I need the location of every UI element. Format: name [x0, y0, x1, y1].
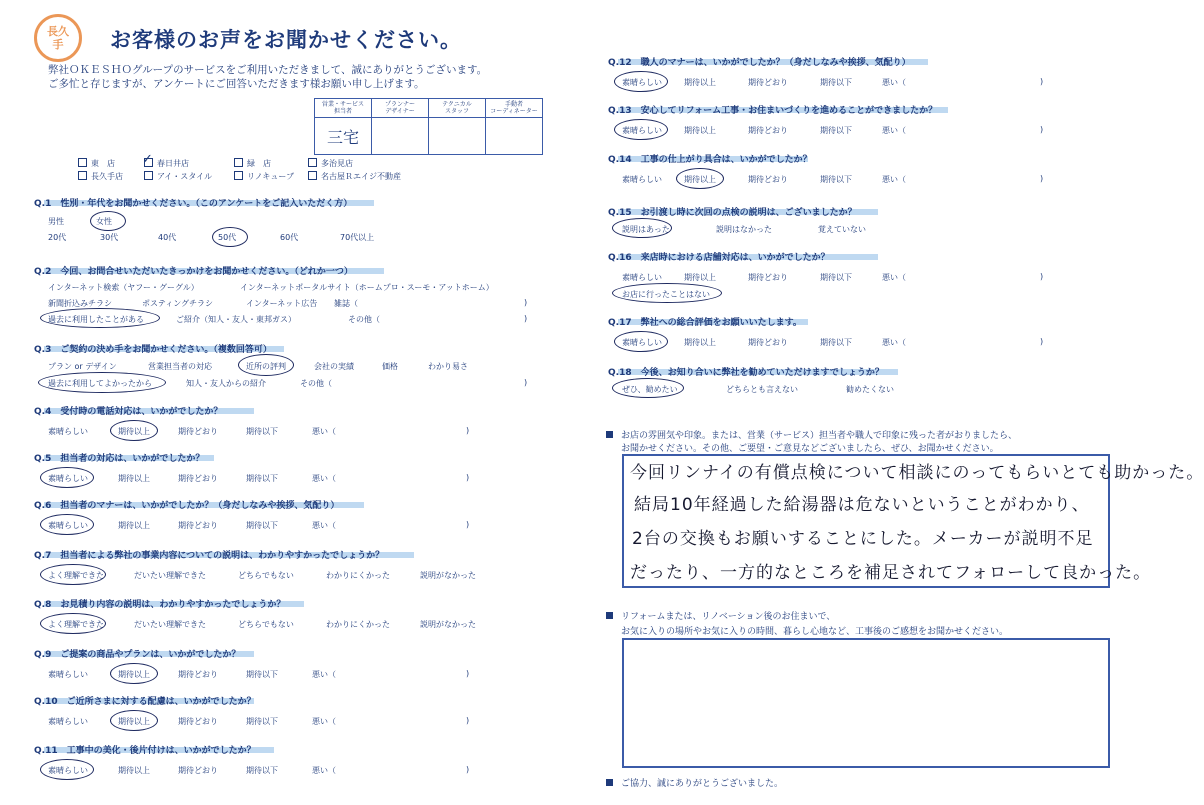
q1-age[interactable]: 40代: [158, 233, 177, 242]
answer-circle: [40, 613, 106, 634]
answer-circle: [40, 308, 160, 328]
q9-title: Q.9 ご提案の商品やプランは、いかがでしたか？: [34, 650, 241, 660]
q11-option[interactable]: 期待以上: [118, 766, 150, 775]
answer-circle: [40, 759, 94, 780]
q9-option[interactable]: 期待以下: [246, 670, 278, 679]
q8-option[interactable]: どちらでもない: [238, 620, 294, 629]
comment2-prompt-line-1: リフォームまたは、リノベーション後のお住まいで、: [606, 609, 835, 622]
handwriting-line: 今回リンナイの有償点検について相談にのってもらいとても助かった。: [630, 463, 1204, 483]
q11-option[interactable]: 素晴らしい: [48, 766, 88, 775]
close-paren: ): [524, 314, 528, 323]
answer-circle: [110, 420, 158, 441]
answer-circle: [212, 227, 248, 247]
answer-circle: [612, 283, 722, 303]
q1-age[interactable]: 50代: [218, 233, 237, 242]
q8-option[interactable]: だいたい理解できた: [134, 620, 206, 629]
q2-title: Q.2 今回、お問合せいただいたきっかけをお聞かせください。（どれか一つ）: [34, 267, 353, 277]
q18-option[interactable]: どちらとも言えない: [726, 385, 798, 394]
q5-option[interactable]: 期待どおり: [178, 474, 218, 483]
staff-sales-value: 三宅: [315, 118, 372, 155]
q7-option[interactable]: どちらでもない: [238, 571, 294, 580]
q4-option[interactable]: 期待どおり: [178, 427, 218, 436]
q1-age[interactable]: 60代: [280, 233, 299, 242]
q13-option[interactable]: 素晴らしい: [622, 126, 662, 135]
q10-option[interactable]: 期待どおり: [178, 717, 218, 726]
answer-circle: [90, 211, 126, 231]
q7-title: Q.7 担当者による弊社の事業内容についての説明は、わかりやすかったでしょうか？: [34, 551, 385, 561]
answer-circle: [110, 710, 158, 731]
answer-circle: [614, 119, 668, 140]
close-paren: ): [466, 426, 470, 435]
close-paren: ): [466, 669, 470, 678]
answer-circle: [40, 467, 94, 488]
q3-option[interactable]: 価格: [382, 362, 398, 371]
answer-circle: [238, 354, 294, 376]
q17-option[interactable]: 悪い（: [882, 338, 906, 347]
q16-title: Q.16 来店時における店舗対応は、いかがでしたか？: [608, 253, 830, 263]
q2-option[interactable]: ポスティングチラシ: [142, 299, 214, 308]
q17-option[interactable]: 期待どおり: [748, 338, 788, 347]
q13-option[interactable]: 悪い（: [882, 126, 906, 135]
q2-option[interactable]: 過去に利用したことがある: [48, 315, 144, 324]
q2-option[interactable]: ご紹介（知人・友人・東邦ガス）: [176, 315, 296, 324]
staff-table: [314, 98, 543, 155]
answer-circle: [40, 564, 106, 585]
intro-line-1: 弊社ＯＫＥＳＨＯグループのサービスをご利用いただきまして、誠にありがとうございます。: [48, 64, 488, 76]
square-bullet-icon: [606, 431, 613, 438]
q11-option[interactable]: 期待どおり: [178, 766, 218, 775]
q16-option[interactable]: 期待以上: [684, 273, 716, 282]
q5-option[interactable]: 悪い（: [312, 474, 336, 483]
q12-title: Q.12 職人のマナーは、いかがでしたか？（身だしなみや挨拶、気配り）: [608, 58, 911, 68]
q1-title: Q.1 性別・年代をお聞かせください。（このアンケートをご記入いただく方）: [34, 199, 353, 209]
q12-option[interactable]: 期待以上: [684, 78, 716, 87]
store-option[interactable]: 緑 店: [234, 158, 271, 169]
store-option[interactable]: リノキューブ: [234, 171, 294, 182]
q15-title: Q.15 お引渡し時に次回の点検の説明は、ございましたか？: [608, 208, 857, 218]
q11-option[interactable]: 期待以下: [246, 766, 278, 775]
close-paren: ): [1040, 77, 1044, 86]
store-option[interactable]: 長久手店: [78, 171, 123, 182]
answer-circle: [612, 218, 672, 238]
q10-option[interactable]: 悪い（: [312, 717, 336, 726]
q6-title: Q.6 担当者のマナーは、いかがでしたか？（身だしなみや挨拶、気配り）: [34, 501, 340, 511]
q17-option[interactable]: 素晴らしい: [622, 338, 662, 347]
q16-option[interactable]: 悪い（: [882, 273, 906, 282]
q1-age[interactable]: 20代: [48, 233, 67, 242]
q18-option[interactable]: 勧めたくない: [846, 385, 894, 394]
comment1-prompt-line-2: お聞かせください。その他、ご要望・ご意見などございましたら、ぜひ、お聞かせください。: [621, 444, 999, 454]
q18-title: Q.18 今後、お知り合いに弊社を勧めていただけますでしょうか？: [608, 368, 884, 378]
q14-option[interactable]: 素晴らしい: [622, 175, 662, 184]
q9-option[interactable]: 悪い（: [312, 670, 336, 679]
q13-title: Q.13 安心してリフォーム工事・お住まいづくりを進めることができましたか？: [608, 106, 938, 116]
q2-option[interactable]: 新聞折込みチラシ: [48, 299, 112, 308]
q3-title: Q.3 ご契約の決め手をお聞かせください。（複数回答可）: [34, 345, 272, 355]
close-paren: ): [524, 298, 528, 307]
q16-option-no-visit[interactable]: お店に行ったことはない: [622, 290, 710, 299]
q3-option[interactable]: 近所の評判: [246, 362, 286, 371]
q8-title: Q.8 お見積り内容の説明は、わかりやすかったでしょうか？: [34, 600, 286, 610]
q1-gender-female[interactable]: 女性: [96, 217, 112, 226]
q18-option[interactable]: ぜひ、勧めたい: [622, 385, 678, 394]
q10-option[interactable]: 期待以下: [246, 717, 278, 726]
q6-option[interactable]: 期待以下: [246, 521, 278, 530]
q1-age[interactable]: 30代: [100, 233, 119, 242]
close-paren: ): [524, 378, 528, 387]
q3-option[interactable]: 過去に利用してよかったから: [48, 379, 152, 388]
q6-option[interactable]: 期待以上: [118, 521, 150, 530]
q12-option[interactable]: 悪い（: [882, 78, 906, 87]
close-paren: ): [1040, 174, 1044, 183]
q1-age[interactable]: 70代以上: [340, 233, 375, 242]
store-option[interactable]: 多治見店: [308, 158, 353, 169]
answer-circle: [612, 378, 684, 398]
q15-option[interactable]: 覚えていない: [818, 225, 866, 234]
q13-option[interactable]: 期待どおり: [748, 126, 788, 135]
q14-option[interactable]: 悪い（: [882, 175, 906, 184]
q16-option[interactable]: 期待どおり: [748, 273, 788, 282]
q7-option[interactable]: よく理解できた: [48, 571, 104, 580]
q15-option[interactable]: 説明はあった: [622, 225, 670, 234]
q1-gender-male[interactable]: 男性: [48, 217, 64, 226]
q2-option[interactable]: 雑誌（: [334, 299, 358, 308]
q7-option[interactable]: だいたい理解できた: [134, 571, 206, 580]
store-option[interactable]: アイ・スタイル: [144, 171, 212, 182]
staff-header-sales: 営業・サービス 担当者: [315, 99, 372, 118]
page-title: お客様のお声をお聞かせください。: [110, 28, 462, 52]
answer-circle: [40, 514, 94, 535]
answer-circle: [38, 372, 166, 393]
q4-option[interactable]: 期待以下: [246, 427, 278, 436]
q4-option[interactable]: 素晴らしい: [48, 427, 88, 436]
q12-option[interactable]: 期待以下: [820, 78, 852, 87]
staff-header-coordinator: 手動者 コーディネーター: [486, 99, 543, 118]
q14-option[interactable]: 期待以下: [820, 175, 852, 184]
staff-coordinator-value: [486, 118, 543, 155]
store-option[interactable]: 東 店: [78, 158, 115, 169]
close-paren: ): [1040, 272, 1044, 281]
q6-option[interactable]: 素晴らしい: [48, 521, 88, 530]
answer-circle: [614, 331, 668, 352]
q14-option[interactable]: 期待以上: [684, 175, 716, 184]
q2-option[interactable]: インターネットポータルサイト（ホームプロ・スーモ・アットホーム）: [240, 283, 494, 292]
q10-title: Q.10 ご近所さまに対する配慮は、いかがでしたか？: [34, 697, 256, 707]
q4-title: Q.4 受付時の電話対応は、いかがでしたか？: [34, 407, 223, 417]
q15-option[interactable]: 説明はなかった: [716, 225, 772, 234]
check-icon: ✓: [142, 152, 153, 167]
answer-circle: [110, 663, 158, 684]
comment1-prompt-line-1: お店の雰囲気や印象。または、営業（サービス）担当者や職人で印象に残った者がおりましたら、: [606, 428, 1017, 441]
square-bullet-icon: [606, 612, 613, 619]
q8-option[interactable]: わかりにくかった: [326, 620, 390, 629]
q16-option[interactable]: 期待以下: [820, 273, 852, 282]
q11-option[interactable]: 悪い（: [312, 766, 336, 775]
q5-option[interactable]: 期待以下: [246, 474, 278, 483]
intro-line-2: ご多忙と存じますが、アンケートにご回答いただきます様お願い申し上げます。: [48, 78, 425, 90]
q2-option[interactable]: インターネット広告: [246, 299, 318, 308]
q3-option[interactable]: 知人・友人からの紹介: [186, 379, 266, 388]
q13-option[interactable]: 期待以上: [684, 126, 716, 135]
q7-option[interactable]: わかりにくかった: [326, 571, 390, 580]
answer-circle: [676, 168, 724, 189]
close-paren: ): [1040, 125, 1044, 134]
staff-planner-value: [372, 118, 429, 155]
q14-option[interactable]: 期待どおり: [748, 175, 788, 184]
q5-title: Q.5 担当者の対応は、いかがでしたか？: [34, 454, 205, 464]
q7-option[interactable]: 説明がなかった: [420, 571, 476, 580]
comment2-prompt-line-2: お気に入りの場所やお気に入りの時間、暮らし心地など、工事後のご感想をお聞かせください。: [621, 627, 1009, 637]
q13-option[interactable]: 期待以下: [820, 126, 852, 135]
q11-title: Q.11 工事中の美化・後片付けは、いかがでしたか？: [34, 746, 256, 756]
q14-title: Q.14 工事の仕上がり具合は、いかがでしたか？: [608, 155, 812, 165]
q4-option[interactable]: 期待以上: [118, 427, 150, 436]
q3-option[interactable]: その他（: [300, 379, 332, 388]
q2-option[interactable]: その他（: [348, 315, 380, 324]
close-paren: ): [466, 520, 470, 529]
close-paren: ): [466, 765, 470, 774]
handwriting-line: 結局10年経過した給湯器は危ないということがわかり、: [634, 495, 1090, 515]
q17-option[interactable]: 期待以上: [684, 338, 716, 347]
q3-option[interactable]: 営業担当者の対応: [148, 362, 212, 371]
close-paren: ): [1040, 337, 1044, 346]
stamp-seal: 長久 手: [34, 14, 82, 62]
handwriting-line: だったり、一方的なところを補足されてフォローして良かった。: [630, 563, 1152, 583]
q12-option[interactable]: 期待どおり: [748, 78, 788, 87]
handwriting-line: 2台の交換もお願いすることにした。メーカーが説明不足: [632, 529, 1094, 549]
q3-option[interactable]: プラン or デザイン: [48, 362, 117, 371]
square-bullet-icon: [606, 779, 613, 786]
close-paren: ): [466, 473, 470, 482]
q6-option[interactable]: 悪い（: [312, 521, 336, 530]
q6-option[interactable]: 期待どおり: [178, 521, 218, 530]
q4-option[interactable]: 悪い（: [312, 427, 336, 436]
close-paren: ): [466, 716, 470, 725]
q5-option[interactable]: 素晴らしい: [48, 474, 88, 483]
q16-option[interactable]: 素晴らしい: [622, 273, 662, 282]
staff-header-planner: プランナー デザイナー: [372, 99, 429, 118]
comment2-box[interactable]: [622, 638, 1110, 768]
q9-option[interactable]: 素晴らしい: [48, 670, 88, 679]
answer-circle: [614, 71, 668, 92]
staff-technical-value: [429, 118, 486, 155]
closing-message: ご協力、誠にありがとうございました。: [606, 776, 783, 789]
q2-option[interactable]: インターネット検索（ヤフー・グーグル）: [48, 283, 199, 292]
q9-option[interactable]: 期待どおり: [178, 670, 218, 679]
q10-option[interactable]: 素晴らしい: [48, 717, 88, 726]
q10-option[interactable]: 期待以上: [118, 717, 150, 726]
q17-title: Q.17 弊社への総合評価をお願いいたします。: [608, 318, 802, 328]
store-option-checked[interactable]: ✓ 春日井店: [142, 152, 189, 168]
q5-option[interactable]: 期待以上: [118, 474, 150, 483]
store-option[interactable]: 名古屋Ｒエイジ不動産: [308, 171, 401, 182]
q3-option[interactable]: わかり易さ: [428, 362, 468, 371]
q8-option[interactable]: 説明がなかった: [420, 620, 476, 629]
q3-option[interactable]: 会社の実績: [314, 362, 354, 371]
staff-header-technical: テクニカル スタッフ: [429, 99, 486, 118]
q17-option[interactable]: 期待以下: [820, 338, 852, 347]
q8-option[interactable]: よく理解できた: [48, 620, 104, 629]
q9-option[interactable]: 期待以上: [118, 670, 150, 679]
q12-option[interactable]: 素晴らしい: [622, 78, 662, 87]
